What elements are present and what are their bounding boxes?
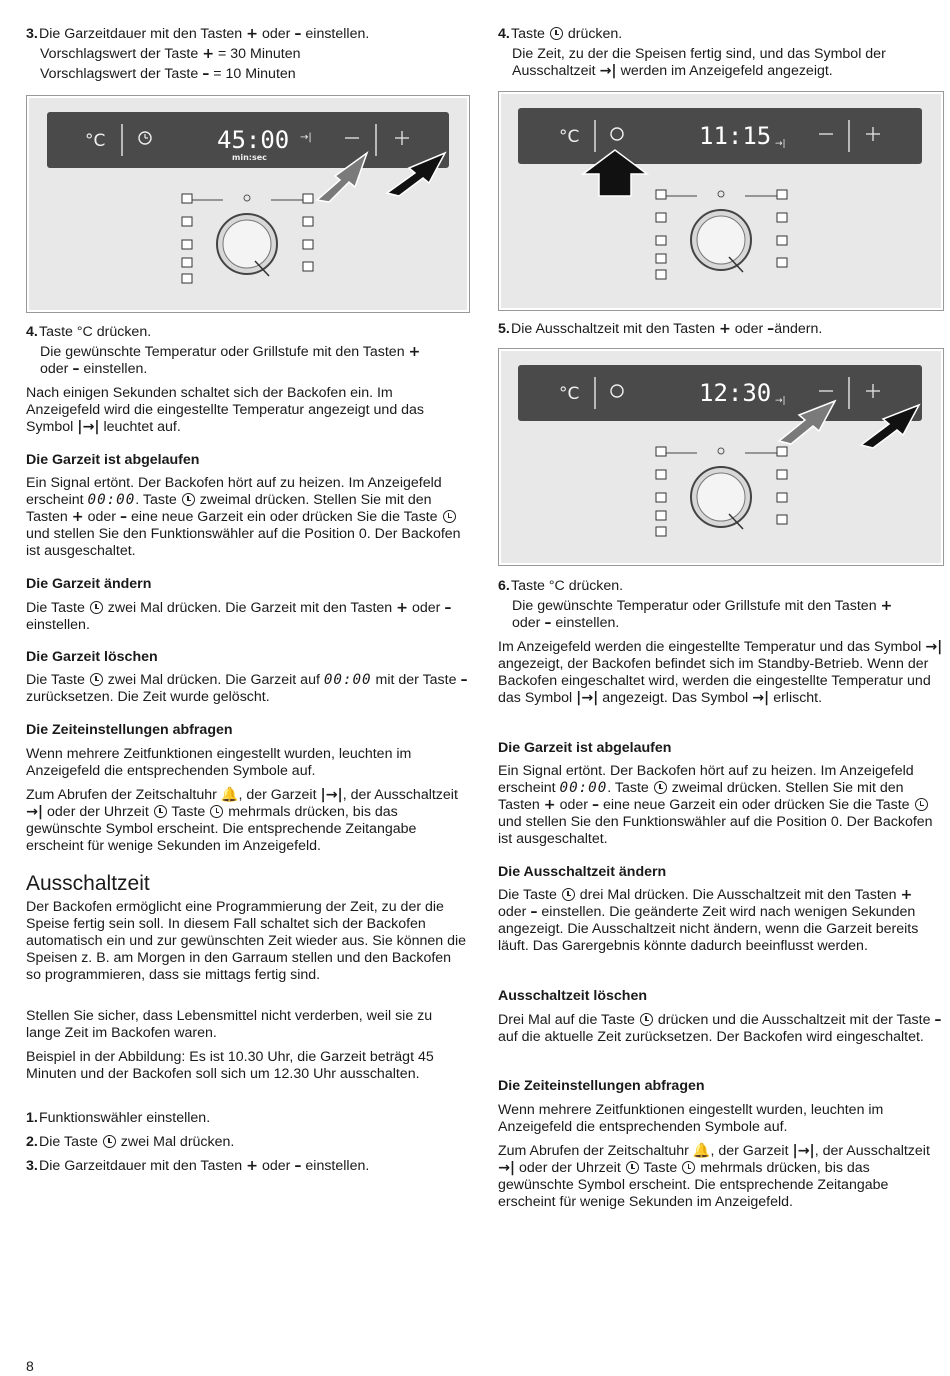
clock-icon (90, 673, 103, 686)
para-garzeit-abgelaufen-r: Ein Signal ertönt. Der Backofen hört auf zu heizen. Im Anzeigefeld erscheint 00:00. Taste zweimal drücken. Stellen Sie mit den Tasten + oder – eine neue Garzeit ein oder drücken Sie die Taste und stellen Sie den Funktionswähler auf die Position 0. Der Backofen ist ausgeschaltet. (498, 763, 933, 847)
heading-garzeit-abgelaufen-r: Die Garzeit ist abgelaufen (498, 740, 672, 756)
clock-icon (210, 805, 223, 818)
oven-panel-figure-2 (498, 91, 944, 311)
clock-icon (626, 1161, 639, 1174)
heading-garzeit-abgelaufen: Die Garzeit ist abgelaufen (26, 452, 200, 468)
clock-icon (550, 27, 563, 40)
ausschaltzeit-icon: →| (775, 396, 786, 406)
para-ausschaltzeit-loeschen: Drei Mal auf die Taste drücken und die Ausschaltzeit mit der Taste – auf die aktuelle Zeit zurücksetzen. Der Backofen wird eingeschaltet. (498, 1012, 942, 1045)
para-abfragen-1: Wenn mehrere Zeitfunktionen eingestellt wurden, leuchten im Anzeigefeld die entsprechenden Symbole auf. (26, 746, 412, 779)
step-4-right: 4. Taste drücken. Die Zeit, zu der die Speisen fertig sind, und das Symbol der Ausschaltzeit →| werden im Anzeigefeld angezeigt. (498, 26, 886, 79)
step-1: 1. Funktionswähler einstellen. (26, 1110, 211, 1126)
heading-zeiteinstellungen-r: Die Zeiteinstellungen abfragen (498, 1078, 705, 1094)
para-after-step4: Nach einigen Sekunden schaltet sich der Backofen ein. Im Anzeigefeld wird die eingestellte Temperatur angezeigt und das Symbol |→| leuchtet auf. (26, 385, 425, 435)
heading-zeiteinstellungen: Die Zeiteinstellungen abfragen (26, 722, 233, 738)
para-garzeit-aendern: Die Taste zwei Mal drücken. Die Garzeit mit den Tasten + oder – einstellen. (26, 600, 452, 633)
para-garzeit-loeschen: Die Taste zwei Mal drücken. Die Garzeit auf 00:00 mit der Taste – zurücksetzen. Die Zeit wurde gelöscht. (26, 672, 468, 705)
step-4-left: 4. Taste °C drücken. Die gewünschte Temperatur oder Grillstufe mit den Tasten + oder – einstellen. (26, 324, 421, 377)
clock-icon (654, 781, 667, 794)
bell-icon: 🔔 (692, 1143, 711, 1159)
heading-ausschaltzeit-aendern: Die Ausschaltzeit ändern (498, 864, 667, 880)
heading-ausschaltzeit-loeschen: Ausschaltzeit löschen (498, 988, 648, 1004)
oven-panel-figure-3 (498, 348, 944, 566)
step-6: 6. Taste °C drücken. Die gewünschte Temperatur oder Grillstufe mit den Tasten + oder – einstellen. (498, 578, 893, 631)
para-garzeit-abgelaufen: Ein Signal ertönt. Der Backofen hört auf zu heizen. Im Anzeigefeld erscheint 00:00. Taste zweimal drücken. Stellen Sie mit den Tasten + oder – eine neue Garzeit ein oder drücken Sie die Taste und stellen Sie den Funktionswähler auf die Position 0. Der Backofen ist ausgeschaltet. (26, 475, 461, 559)
display-unit: min:sec (232, 153, 267, 162)
ausschaltzeit-icon: →| (775, 139, 786, 149)
clock-icon (103, 1135, 116, 1148)
display-time: 11:15 (699, 122, 772, 150)
para-abfragen-2: Zum Abrufen der Zeitschaltuhr 🔔, der Garzeit |→|, der Ausschaltzeit →| oder der Uhrzeit Taste mehrmals drücken, bis das gewünschte Symbol erscheint. Die entsprechende Zeitangabe erscheint für wenige Sekunden im Anzeigefeld. (26, 787, 458, 854)
display-time: 45:00 (217, 126, 290, 154)
oven-panel-figure-1 (26, 95, 470, 313)
clock-icon (915, 798, 928, 811)
garzeit-icon: →| (300, 132, 312, 143)
step-3-bottom: 3. Die Garzeitdauer mit den Tasten + oder – einstellen. (26, 1158, 370, 1174)
heading-garzeit-loeschen: Die Garzeit löschen (26, 649, 158, 665)
clock-icon (562, 888, 575, 901)
bell-icon: 🔔 (220, 787, 239, 803)
page-number: 8 (26, 1358, 34, 1374)
step-3-top: 3. Die Garzeitdauer mit den Tasten + oder – einstellen. Vorschlagswert der Taste + = 30 Minuten Vorschlagswert der Taste – = 10 Minuten (26, 26, 370, 82)
temp-symbol: °C (85, 131, 106, 151)
clock-icon (90, 601, 103, 614)
clock-icon (682, 1161, 695, 1174)
para-ausschaltzeit-3: Beispiel in der Abbildung: Es ist 10.30 Uhr, die Garzeit beträgt 45 Minuten und der Backofen soll sich um 12.30 Uhr ausschalten. (26, 1049, 434, 1082)
temp-symbol: °C (559, 384, 580, 404)
step-2: 2. Die Taste zwei Mal drücken. (26, 1134, 235, 1150)
para-ausschaltzeit-2: Stellen Sie sicher, dass Lebensmittel nicht verderben, weil sie zu lange Zeit im Backofen waren. (26, 1008, 433, 1041)
para-step6: Im Anzeigefeld werden die eingestellte Temperatur und das Symbol →| angezeigt, der Backofen befindet sich im Standby-Betrieb. Wenn der Backofen eingeschaltet wird, werden die eingestellte Temperatur und das Symbol |→| angezeigt. Das Symbol →| erlischt. (498, 639, 943, 706)
para-ausschaltzeit-aendern: Die Taste drei Mal drücken. Die Ausschaltzeit mit den Tasten + oder – einstellen. Die geänderte Zeit wird nach wenigen Sekunden angezeigt. Die Ausschaltzeit nicht ändern, wenn die Garzeit bereits läuft. Das Garergebnis könnte dadurch beeinflusst werden. (498, 887, 919, 954)
clock-icon (182, 493, 195, 506)
step-5: 5. Die Ausschaltzeit mit den Tasten + oder –ändern. (498, 321, 823, 337)
temp-symbol: °C (559, 127, 580, 147)
heading-ausschaltzeit: Ausschaltzeit (26, 872, 150, 895)
clock-icon (443, 510, 456, 523)
display-time: 12:30 (699, 379, 772, 407)
clock-icon (154, 805, 167, 818)
para-abfragen-2-r: Zum Abrufen der Zeitschaltuhr 🔔, der Garzeit |→|, der Ausschaltzeit →| oder der Uhrzeit Taste mehrmals drücken, bis das gewünschte Symbol erscheint. Die entsprechende Zeitangabe erscheint für wenige Sekunden im Anzeigefeld. (498, 1143, 930, 1210)
para-abfragen-1-r: Wenn mehrere Zeitfunktionen eingestellt wurden, leuchten im Anzeigefeld die entsprechenden Symbole auf. (498, 1102, 884, 1135)
clock-icon (640, 1013, 653, 1026)
heading-garzeit-aendern: Die Garzeit ändern (26, 576, 152, 592)
para-ausschaltzeit-1: Der Backofen ermöglicht eine Programmierung der Zeit, zu der die Speise fertig sein soll. In diesem Fall schaltet sich der Backofen automatisch ein und zur gewünschten Zeit wieder aus. Sie können die Speisen z. B. am Morgen in den Garraum stellen und den Backofen so programmieren, dass sie mittags fertig sind. (26, 899, 467, 983)
